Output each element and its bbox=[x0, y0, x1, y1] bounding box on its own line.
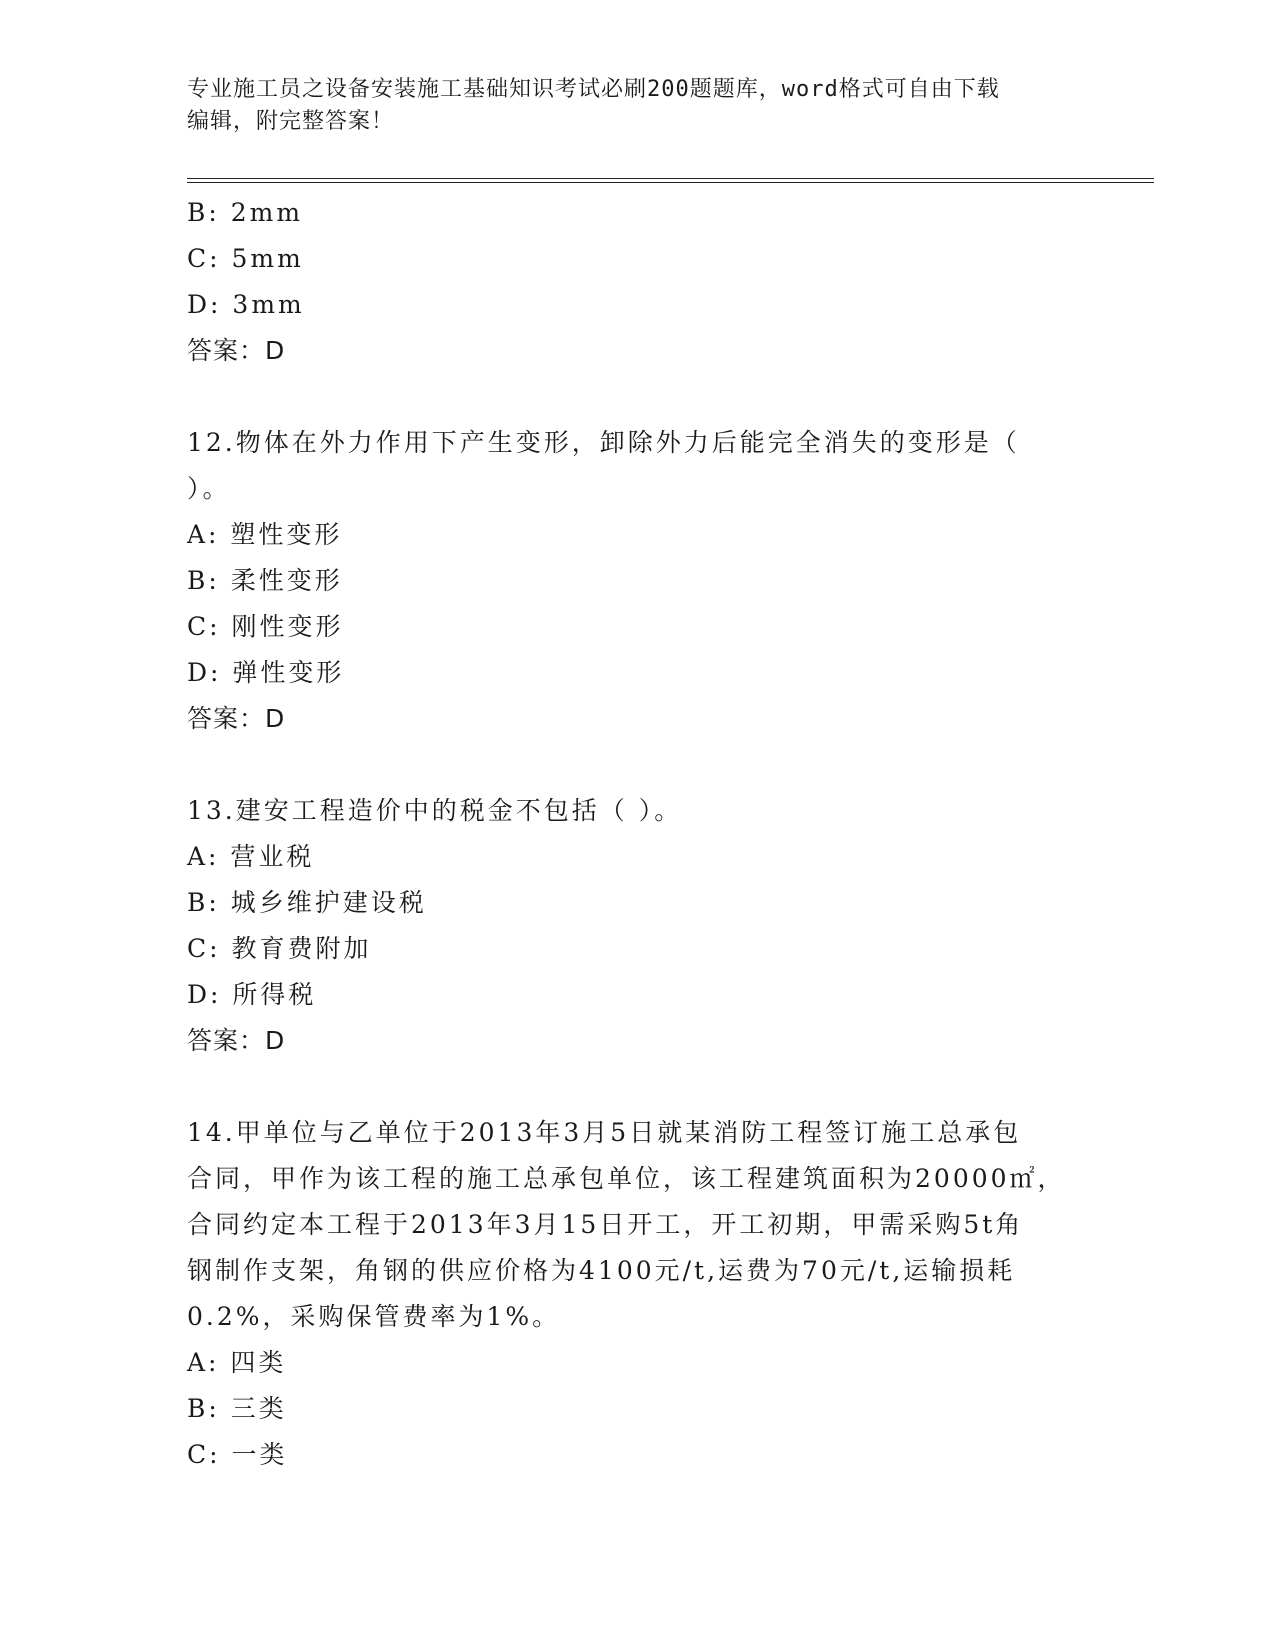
header-divider bbox=[187, 178, 1154, 183]
q13-option-b: B: 城乡维护建设税 bbox=[187, 888, 427, 917]
q12-option-c: C: 刚性变形 bbox=[187, 612, 344, 641]
q14-stem-line-1: 14.甲单位与乙单位于2013年3月5日就某消防工程签订施工总承包 bbox=[187, 1118, 1022, 1147]
q13-option-c: C: 教育费附加 bbox=[187, 934, 372, 963]
question-13-block bbox=[187, 788, 1087, 1064]
q13-option-a: A: 营业税 bbox=[187, 842, 315, 871]
q12-stem-line-2: ）。 bbox=[187, 474, 231, 503]
document-body bbox=[187, 190, 1087, 1478]
spacer bbox=[187, 374, 1087, 420]
q13-answer: 答案：D bbox=[187, 1026, 286, 1055]
q14-stem-line-4: 钢制作支架，角钢的供应价格为4100元/t,运费为70元/t,运输损耗 bbox=[187, 1256, 1016, 1285]
header-title-line-2: 编辑，附完整答案！ bbox=[187, 109, 395, 134]
spacer bbox=[187, 742, 1087, 788]
document-header bbox=[187, 74, 1087, 138]
spacer bbox=[187, 1064, 1087, 1110]
header-title-line-1: 专业施工员之设备安装施工基础知识考试必刷200题题库，word格式可自由下载 bbox=[187, 77, 1000, 102]
q11-option-c: C: 5mm bbox=[187, 244, 304, 273]
q12-answer: 答案：D bbox=[187, 704, 286, 733]
q12-stem-line-1: 12.物体在外力作用下产生变形，卸除外力后能完全消失的变形是（ bbox=[187, 428, 1020, 457]
q11-option-d: D: 3mm bbox=[187, 290, 305, 319]
q14-stem-line-5: 0.2%，采购保管费率为1%。 bbox=[187, 1302, 561, 1331]
q11-option-b: B: 2mm bbox=[187, 198, 304, 227]
question-11-block bbox=[187, 190, 1087, 374]
question-12-block bbox=[187, 420, 1087, 742]
q14-option-c: C: 一类 bbox=[187, 1440, 288, 1469]
q13-stem: 13.建安工程造价中的税金不包括（ ）。 bbox=[187, 796, 683, 825]
q11-answer: 答案：D bbox=[187, 336, 286, 365]
q14-stem-line-3: 合同约定本工程于2013年3月15日开工，开工初期，甲需采购5t角 bbox=[187, 1210, 1024, 1239]
q14-stem-line-2: 合同，甲作为该工程的施工总承包单位，该工程建筑面积为20000㎡， bbox=[187, 1164, 1066, 1193]
q12-option-b: B: 柔性变形 bbox=[187, 566, 343, 595]
q12-option-d: D: 弹性变形 bbox=[187, 658, 345, 687]
q13-option-d: D: 所得税 bbox=[187, 980, 317, 1009]
q14-option-b: B: 三类 bbox=[187, 1394, 287, 1423]
q14-option-a: A: 四类 bbox=[187, 1348, 287, 1377]
question-14-block bbox=[187, 1110, 1087, 1478]
q12-option-a: A: 塑性变形 bbox=[187, 520, 343, 549]
